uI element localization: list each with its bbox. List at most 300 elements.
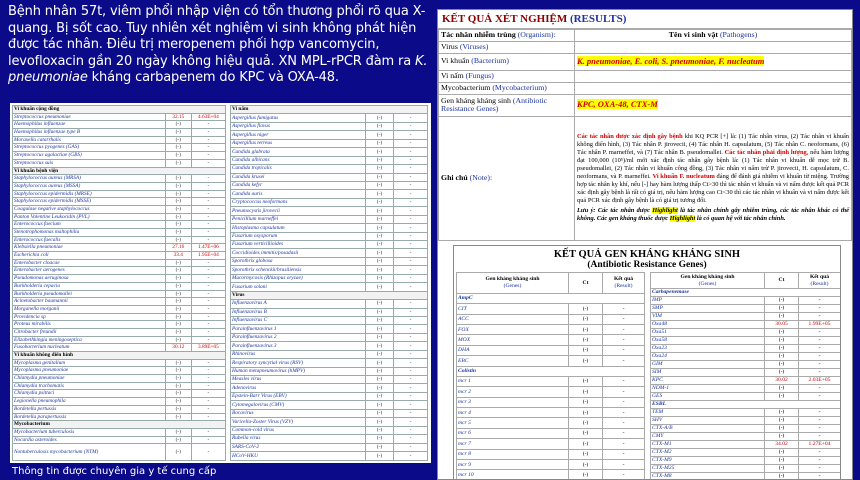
row-result: -	[394, 266, 428, 274]
row-ct: (-)	[765, 425, 799, 433]
results-report	[437, 9, 853, 480]
row-ct: (-)	[569, 418, 603, 428]
row-result: -	[191, 129, 225, 137]
row-ct: (-)	[366, 114, 394, 122]
pathogen-row	[13, 175, 226, 183]
pathogen-row	[13, 236, 226, 244]
row-result: -	[191, 336, 225, 344]
row-result: -	[394, 274, 428, 282]
row-result: -	[394, 122, 428, 130]
row-result: -	[191, 290, 225, 298]
row-result: -	[394, 409, 428, 417]
pathogen-row	[13, 275, 226, 283]
row-ct: (-)	[165, 213, 191, 221]
pathogen-row	[231, 418, 428, 426]
row-name: Mycoplasma genitalium	[13, 359, 166, 367]
row-ct: (-)	[366, 207, 394, 215]
genes-header-row	[457, 273, 645, 294]
row-name: Nontuberculosis mycobacterium (NTM)	[13, 444, 166, 461]
row-name: Parainfluenzavirus 1	[231, 325, 366, 333]
row-result: -	[603, 449, 645, 459]
row-ct: (-)	[165, 205, 191, 213]
row-result: -	[394, 401, 428, 409]
row-ct: (-)	[165, 198, 191, 206]
row-ct: (-)	[366, 359, 394, 367]
row-name: mcr 5	[457, 418, 569, 428]
row-ct: (-)	[165, 290, 191, 298]
gene-row	[457, 304, 645, 314]
row-result: -	[799, 385, 841, 393]
row-ct: (-)	[765, 345, 799, 353]
results-table	[438, 29, 852, 241]
row-ct: (-)	[765, 385, 799, 393]
row-name: GIM	[651, 361, 765, 369]
pathogen-row	[13, 213, 226, 221]
row-name: mcr 2	[457, 387, 569, 397]
row-ct: (-)	[366, 308, 394, 316]
row-name: Adenovirus	[231, 384, 366, 392]
pathogen-row	[13, 205, 226, 213]
row-result: -	[394, 207, 428, 215]
gene-row	[457, 470, 645, 480]
row-name: Candida auris	[231, 190, 366, 198]
gene-row	[457, 356, 645, 366]
result-value: K. pneumoniae, E. coli, S. pneumoniae, F. nucleatum	[575, 53, 852, 70]
row-result: -	[603, 356, 645, 366]
pathogen-row	[13, 190, 226, 198]
row-ct: (-)	[366, 173, 394, 181]
row-ct: 30.02	[765, 377, 799, 385]
gene-row	[651, 313, 841, 321]
pathogen-row	[13, 321, 226, 329]
row-ct: (-)	[366, 232, 394, 240]
pathogen-row	[13, 413, 226, 421]
pathogen-row	[231, 367, 428, 375]
row-result: -	[191, 367, 225, 375]
row-result: -	[799, 337, 841, 345]
gene-row	[651, 441, 841, 449]
row-ct: (-)	[366, 316, 394, 324]
row-result: -	[191, 413, 225, 421]
row-name: Enterobacter aerogenes	[13, 267, 166, 275]
row-name: Citrobacter freundii	[13, 328, 166, 336]
row-name: Legionella pneumophila	[13, 398, 166, 406]
row-result: -	[394, 300, 428, 308]
row-name: Respiratory syncytial virus (RSV)	[231, 359, 366, 367]
row-ct: (-)	[366, 215, 394, 223]
row-name: Parainfluenzavirus 2	[231, 333, 366, 341]
row-result: -	[603, 418, 645, 428]
row-result: -	[394, 156, 428, 164]
row-name: Aspergillus flavus	[231, 122, 366, 130]
pathogen-row	[231, 215, 428, 223]
row-result: -	[394, 173, 428, 181]
row-result: -	[799, 369, 841, 377]
row-name: CTX-A/B	[651, 425, 765, 433]
row-name: CTX-M2	[651, 449, 765, 457]
genes-header-row	[651, 273, 841, 289]
row-name: Varicella-Zoster Virus (VZV)	[231, 418, 366, 426]
row-ct: 30.12	[165, 344, 191, 352]
pathogen-row	[231, 451, 428, 460]
row-name: Candida glabrata	[231, 148, 366, 156]
genes-title: KẾT QUẢ GEN KHÁNG KHÁNG SINH	[553, 249, 741, 260]
row-result: -	[191, 375, 225, 383]
gene-row	[651, 297, 841, 305]
gene-row	[651, 385, 841, 393]
head-gene: Gen kháng kháng sinh (Genes)	[651, 273, 765, 289]
row-ct: (-)	[165, 190, 191, 198]
row-ct: (-)	[569, 449, 603, 459]
pathogen-row	[13, 152, 226, 160]
row-ct: 32.15	[165, 113, 191, 121]
result-row	[439, 41, 852, 53]
row-result: -	[799, 393, 841, 401]
row-ct: (-)	[165, 328, 191, 336]
gene-row	[651, 337, 841, 345]
row-name: CTX-M25	[651, 465, 765, 473]
row-ct: (-)	[366, 148, 394, 156]
pathogen-row	[13, 375, 226, 383]
row-ct: (-)	[165, 229, 191, 237]
row-name: ESBL	[651, 401, 841, 409]
row-ct: (-)	[765, 353, 799, 361]
row-name: mcr 8	[457, 449, 569, 459]
row-name: SARS-CoV-2	[231, 443, 366, 451]
row-name: Streptococcus agalactiae (GBS)	[13, 152, 166, 160]
row-result: 1.27E+04	[799, 441, 841, 449]
pathogen-row	[231, 224, 428, 232]
row-ct: (-)	[569, 387, 603, 397]
row-name: Oxa23	[651, 345, 765, 353]
row-ct: (-)	[165, 390, 191, 398]
row-result: -	[394, 283, 428, 291]
row-name: Oxa48	[651, 321, 765, 329]
row-ct: (-)	[165, 136, 191, 144]
row-ct: (-)	[165, 152, 191, 160]
gene-row	[651, 457, 841, 465]
row-result: -	[394, 392, 428, 400]
row-ct: (-)	[165, 221, 191, 229]
pathogen-row	[13, 359, 226, 367]
row-name: mcr 9	[457, 460, 569, 470]
head-gene: Gen kháng kháng sinh (Genes)	[457, 273, 569, 294]
row-result: -	[191, 305, 225, 313]
row-ct: (-)	[366, 274, 394, 282]
row-result: -	[191, 405, 225, 413]
pathogen-row	[13, 252, 226, 260]
row-result: -	[191, 321, 225, 329]
gene-row	[457, 335, 645, 345]
row-name: Staphylococcus aureus (MRSA)	[13, 175, 166, 183]
row-result: -	[603, 460, 645, 470]
row-name: mcr 6	[457, 428, 569, 438]
row-result: -	[799, 297, 841, 305]
row-ct: (-)	[569, 345, 603, 355]
row-ct: (-)	[569, 439, 603, 449]
row-result: -	[394, 139, 428, 147]
row-result: -	[191, 229, 225, 237]
row-name: Influenzavirus A	[231, 300, 366, 308]
pathogen-row	[13, 144, 226, 152]
row-ct: (-)	[366, 435, 394, 443]
pathogen-table-fungi-virus	[230, 105, 428, 461]
pathogen-row	[231, 241, 428, 249]
row-result: 1.47E+06	[191, 244, 225, 252]
row-name: Aspergillus fumigatus	[231, 114, 366, 122]
pathogen-row	[231, 359, 428, 367]
result-row	[439, 53, 852, 70]
pathogen-row	[231, 384, 428, 392]
row-result: -	[394, 241, 428, 249]
row-ct: (-)	[366, 325, 394, 333]
row-ct: (-)	[765, 329, 799, 337]
row-name: Nocardia asteroides	[13, 436, 166, 444]
row-name: MOX	[457, 335, 569, 345]
gene-row	[651, 409, 841, 417]
row-result: 4.63E+04	[191, 113, 225, 121]
pathogen-row	[13, 367, 226, 375]
row-name: Streptococcus suis	[13, 159, 166, 167]
row-result: -	[394, 367, 428, 375]
row-result: -	[799, 361, 841, 369]
row-ct: (-)	[366, 198, 394, 206]
row-name: Cytomegalovirus (CMV)	[231, 401, 366, 409]
row-result: -	[799, 353, 841, 361]
pathogen-row	[13, 390, 226, 398]
row-ct: (-)	[165, 321, 191, 329]
row-ct: (-)	[165, 236, 191, 244]
pathogen-row	[13, 136, 226, 144]
result-label: Virus (Viruses)	[439, 41, 575, 53]
row-ct: (-)	[765, 361, 799, 369]
row-result: -	[394, 148, 428, 156]
gene-row	[651, 305, 841, 313]
row-result: 1.99E+05	[799, 321, 841, 329]
row-ct: (-)	[165, 398, 191, 406]
row-result: -	[799, 465, 841, 473]
row-result: -	[191, 267, 225, 275]
row-result: -	[394, 384, 428, 392]
row-result: -	[603, 376, 645, 386]
row-ct: (-)	[165, 428, 191, 436]
row-ct: (-)	[765, 449, 799, 457]
row-name: Measles virus	[231, 376, 366, 384]
row-result: -	[799, 457, 841, 465]
row-result: -	[799, 425, 841, 433]
pathogen-row	[231, 426, 428, 434]
row-ct: (-)	[165, 405, 191, 413]
pathogen-row	[13, 198, 226, 206]
row-ct: (-)	[165, 359, 191, 367]
gene-row	[651, 345, 841, 353]
source-footnote: Thông tin được chuyên gia y tế cung cấp	[12, 466, 217, 477]
row-result: -	[394, 426, 428, 434]
result-row	[439, 82, 852, 94]
pathogen-row	[231, 443, 428, 451]
row-result: -	[394, 114, 428, 122]
row-ct: (-)	[569, 470, 603, 480]
row-result: 2.03E+05	[799, 377, 841, 385]
pathogen-row	[231, 376, 428, 384]
gene-row	[651, 321, 841, 329]
row-ct: (-)	[569, 397, 603, 407]
row-ct: (-)	[765, 305, 799, 313]
head-result: Kết quả (Result)	[799, 273, 841, 289]
row-result: -	[191, 198, 225, 206]
row-result: -	[394, 443, 428, 451]
row-ct: (-)	[765, 465, 799, 473]
row-name: Enterococcus faecium	[13, 221, 166, 229]
row-ct: (-)	[366, 241, 394, 249]
row-result: -	[799, 433, 841, 441]
row-ct: (-)	[765, 369, 799, 377]
row-name: CTX-M8	[651, 473, 765, 480]
result-row	[439, 94, 852, 116]
row-result: -	[394, 376, 428, 384]
genes-report	[453, 245, 841, 480]
row-ct: (-)	[765, 337, 799, 345]
case-description	[8, 4, 428, 87]
row-name: Mucormycosis (Rhizopus oryzae)	[231, 274, 366, 282]
pathogen-row	[13, 221, 226, 229]
row-result: 3.89E+05	[191, 344, 225, 352]
pathogen-row	[231, 190, 428, 198]
row-ct: 27.16	[165, 244, 191, 252]
row-ct: (-)	[366, 350, 394, 358]
row-ct: (-)	[366, 224, 394, 232]
pathogen-row	[13, 182, 226, 190]
row-result: -	[191, 121, 225, 129]
row-ct: (-)	[366, 451, 394, 460]
pathogen-row	[231, 173, 428, 181]
pathogen-row	[13, 129, 226, 137]
row-ct: (-)	[569, 314, 603, 324]
pathogen-row	[13, 405, 226, 413]
row-ct: (-)	[569, 408, 603, 418]
row-ct: (-)	[569, 356, 603, 366]
row-name: Streptococcus pneumoniae	[13, 113, 166, 121]
row-ct: (-)	[366, 426, 394, 434]
row-result: -	[394, 418, 428, 426]
row-result: -	[191, 298, 225, 306]
row-name: Klebsiella pneumoniae	[13, 244, 166, 252]
section-header	[651, 401, 841, 409]
case-text: Bệnh nhân 57t, viêm phổi nhập viện có tổn thương phổi rõ qua X-quang. Bị sốt cao. Tuy nhiên xét nghiệm vi sinh không phát hiện được tác nhân. Điều trị meropenem phối hợp vancomycin, levofloxacin gần 20 ngày không hiệu quả. XN MPL-rPCR đàm ra	[8, 4, 426, 69]
result-value: KPC, OXA-48, CTX-M	[575, 94, 852, 116]
row-name: Haemophilus influenzae	[13, 121, 166, 129]
row-result: -	[191, 136, 225, 144]
pathogen-row	[231, 139, 428, 147]
row-result: -	[603, 304, 645, 314]
gene-row	[457, 428, 645, 438]
head-ct: Ct	[765, 273, 799, 289]
row-ct: (-)	[366, 401, 394, 409]
row-result: -	[394, 350, 428, 358]
pathogen-row	[13, 229, 226, 237]
row-name: DHA	[457, 345, 569, 355]
pathogen-row	[231, 257, 428, 265]
row-result: -	[603, 470, 645, 480]
row-ct: (-)	[165, 182, 191, 190]
pathogen-row	[231, 122, 428, 130]
row-name: Aspergillus terreus	[231, 139, 366, 147]
row-result: -	[394, 333, 428, 341]
row-name: Rhinovirus	[231, 350, 366, 358]
gene-row	[651, 449, 841, 457]
row-ct: (-)	[165, 175, 191, 183]
pathogen-row	[231, 266, 428, 274]
section-header	[231, 106, 428, 114]
row-name: Chlamydia trachomatis	[13, 382, 166, 390]
pathogen-row	[13, 305, 226, 313]
row-name: Candida albicans	[231, 156, 366, 164]
row-result: -	[603, 324, 645, 334]
row-ct: (-)	[165, 298, 191, 306]
genes-table-left	[456, 272, 645, 480]
row-result: -	[191, 236, 225, 244]
row-ct: (-)	[765, 409, 799, 417]
row-ct: (-)	[165, 313, 191, 321]
pathogen-row	[13, 336, 226, 344]
row-name: Oxa51	[651, 329, 765, 337]
row-name: EBC	[457, 356, 569, 366]
section-header	[457, 366, 645, 376]
result-label: Vi nấm (Fungus)	[439, 70, 575, 82]
gene-row	[457, 387, 645, 397]
row-ct: (-)	[765, 313, 799, 321]
row-ct: (-)	[569, 376, 603, 386]
row-name: Coagulase negative staphylococcus	[13, 205, 166, 213]
row-ct: (-)	[366, 300, 394, 308]
row-ct: 34.02	[765, 441, 799, 449]
row-name: Burkholderia pseudomallei	[13, 290, 166, 298]
row-result: 1.95E+04	[191, 252, 225, 260]
row-ct: (-)	[765, 433, 799, 441]
pathogen-row	[231, 325, 428, 333]
row-name: mcr 1	[457, 376, 569, 386]
row-result: -	[191, 382, 225, 390]
row-result: -	[191, 144, 225, 152]
gene-row	[651, 465, 841, 473]
row-result: -	[191, 152, 225, 160]
row-name: Coccidioides immitis/posadasii	[231, 249, 366, 257]
row-name: Staphylococcus aureus (MSSA)	[13, 182, 166, 190]
row-ct: (-)	[165, 382, 191, 390]
row-name: KPC	[651, 377, 765, 385]
pathogen-row	[231, 342, 428, 350]
row-result: -	[394, 316, 428, 324]
gene-row	[651, 393, 841, 401]
row-name: Sporothrix schenckii/brasiliensis	[231, 266, 366, 274]
row-ct: (-)	[366, 376, 394, 384]
row-result: -	[394, 342, 428, 350]
pathogen-row	[231, 114, 428, 122]
gene-row	[457, 418, 645, 428]
row-ct: (-)	[165, 129, 191, 137]
row-ct: (-)	[165, 367, 191, 375]
row-result: -	[191, 390, 225, 398]
section-header	[13, 421, 226, 429]
row-name: Chlamydia psittaci	[13, 390, 166, 398]
results-title: KẾT QUẢ XÉT NGHIỆM (RESULTS)	[438, 10, 852, 29]
row-result: -	[394, 131, 428, 139]
row-name: Providencia sp	[13, 313, 166, 321]
row-name: Penicillium marneffei	[231, 215, 366, 223]
result-label: Gen kháng kháng sinh (Antibiotic Resistance Genes)	[439, 94, 575, 116]
row-ct: (-)	[366, 131, 394, 139]
pathogen-row	[231, 131, 428, 139]
